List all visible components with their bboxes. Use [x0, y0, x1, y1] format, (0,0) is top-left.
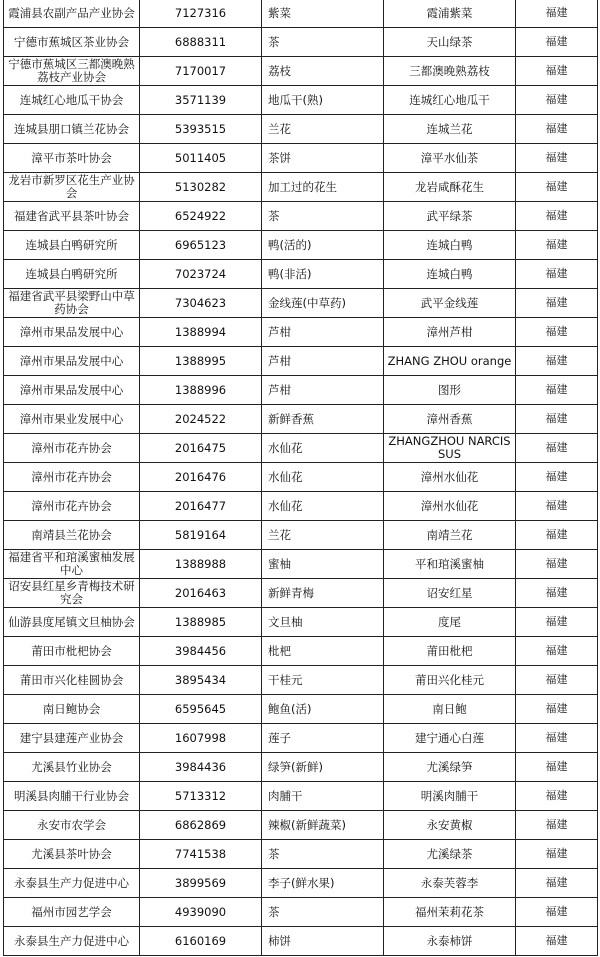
product-cell: 肉脯干 — [262, 782, 384, 811]
province-cell: 福建 — [516, 260, 598, 289]
table-row — [4, 463, 598, 492]
product-cell: 芦柑 — [262, 347, 384, 376]
province-cell: 福建 — [516, 57, 598, 86]
product-cell: 新鲜青梅 — [262, 579, 384, 608]
product-cell: 芦柑 — [262, 376, 384, 405]
product-cell: 新鲜香蕉 — [262, 405, 384, 434]
trademark-cell: 漳平水仙茶 — [384, 144, 516, 173]
trademark-cell: 漳州芦柑 — [384, 318, 516, 347]
applicant-cell: 连城县白鸭研究所 — [4, 260, 140, 289]
product-cell: 加工过的花生 — [262, 173, 384, 202]
trademark-cell: 南靖兰花 — [384, 521, 516, 550]
registration-number-cell: 6524922 — [140, 202, 262, 231]
registration-number-cell: 6862869 — [140, 811, 262, 840]
table-row — [4, 57, 598, 86]
trademark-cell: 漳州香蕉 — [384, 405, 516, 434]
province-cell: 福建 — [516, 28, 598, 57]
registration-number-cell: 7023724 — [140, 260, 262, 289]
province-cell: 福建 — [516, 318, 598, 347]
trademark-cell: 诏安红星 — [384, 579, 516, 608]
applicant-cell: 连城县朋口镇兰花协会 — [4, 115, 140, 144]
registration-number-cell: 5819164 — [140, 521, 262, 550]
applicant-cell: 漳州市果品发展中心 — [4, 347, 140, 376]
registration-number-cell: 4939090 — [140, 898, 262, 927]
table-row — [4, 869, 598, 898]
province-cell: 福建 — [516, 898, 598, 927]
province-cell: 福建 — [516, 463, 598, 492]
applicant-cell: 漳州市花卉协会 — [4, 434, 140, 463]
product-cell: 鸭(活的) — [262, 231, 384, 260]
province-cell: 福建 — [516, 550, 598, 579]
trademark-cell: 漳州水仙花 — [384, 492, 516, 521]
trademark-cell: 霞浦紫菜 — [384, 0, 516, 28]
province-cell: 福建 — [516, 579, 598, 608]
registration-number-cell: 5713312 — [140, 782, 262, 811]
province-cell: 福建 — [516, 86, 598, 115]
applicant-cell: 建宁县建莲产业协会 — [4, 724, 140, 753]
applicant-cell: 永泰县生产力促进中心 — [4, 927, 140, 956]
applicant-cell: 连城县白鸭研究所 — [4, 231, 140, 260]
table-row — [4, 753, 598, 782]
product-cell: 兰花 — [262, 115, 384, 144]
product-cell: 柿饼 — [262, 927, 384, 956]
product-cell: 茶 — [262, 898, 384, 927]
table-row — [4, 666, 598, 695]
product-cell: 绿笋(新鲜) — [262, 753, 384, 782]
registration-number-cell: 7127316 — [140, 0, 262, 28]
trademark-cell: 连城白鸭 — [384, 260, 516, 289]
province-cell: 福建 — [516, 695, 598, 724]
table-row — [4, 637, 598, 666]
product-cell: 水仙花 — [262, 434, 384, 463]
product-cell: 茶 — [262, 840, 384, 869]
trademark-cell: 武平绿茶 — [384, 202, 516, 231]
applicant-cell: 莆田市枇杷协会 — [4, 637, 140, 666]
province-cell: 福建 — [516, 347, 598, 376]
table-row — [4, 811, 598, 840]
trademark-cell: 尤溪绿笋 — [384, 753, 516, 782]
trademark-cell: 连城兰花 — [384, 115, 516, 144]
product-cell: 鸭(非活) — [262, 260, 384, 289]
product-cell: 李子(鲜水果) — [262, 869, 384, 898]
trademark-cell: 平和琯溪蜜柚 — [384, 550, 516, 579]
registration-number-cell: 2016476 — [140, 463, 262, 492]
trademark-cell: 尤溪绿茶 — [384, 840, 516, 869]
province-cell: 福建 — [516, 173, 598, 202]
product-cell: 紫菜 — [262, 0, 384, 28]
trademark-cell: 漳州水仙花 — [384, 463, 516, 492]
registration-number-cell: 6965123 — [140, 231, 262, 260]
table-row — [4, 695, 598, 724]
applicant-cell: 漳州市果业发展中心 — [4, 405, 140, 434]
table-row — [4, 289, 598, 318]
trademark-cell: 莆田兴化桂元 — [384, 666, 516, 695]
product-cell: 茶饼 — [262, 144, 384, 173]
table-row — [4, 144, 598, 173]
province-cell: 福建 — [516, 608, 598, 637]
province-cell: 福建 — [516, 0, 598, 28]
registration-number-cell: 1388996 — [140, 376, 262, 405]
product-cell: 金线莲(中草药) — [262, 289, 384, 318]
registration-number-cell: 3895434 — [140, 666, 262, 695]
trademark-cell: 建宁通心白莲 — [384, 724, 516, 753]
applicant-cell: 连城红心地瓜干协会 — [4, 86, 140, 115]
table-row — [4, 608, 598, 637]
province-cell: 福建 — [516, 202, 598, 231]
applicant-cell: 明溪县肉脯干行业协会 — [4, 782, 140, 811]
applicant-cell: 仙游县度尾镇文旦柚协会 — [4, 608, 140, 637]
product-cell: 蜜柚 — [262, 550, 384, 579]
applicant-cell: 福建省武平县茶叶协会 — [4, 202, 140, 231]
registration-number-cell: 2016477 — [140, 492, 262, 521]
registration-number-cell: 1388988 — [140, 550, 262, 579]
trademark-cell: ZHANGZHOU NARCISSUS — [384, 434, 516, 463]
trademark-cell: 连城红心地瓜干 — [384, 86, 516, 115]
table-row — [4, 405, 598, 434]
province-cell: 福建 — [516, 115, 598, 144]
table-row — [4, 376, 598, 405]
province-cell: 福建 — [516, 231, 598, 260]
province-cell: 福建 — [516, 782, 598, 811]
product-cell: 文旦柚 — [262, 608, 384, 637]
table-body — [4, 0, 598, 956]
applicant-cell: 龙岩市新罗区花生产业协会 — [4, 173, 140, 202]
table-row — [4, 0, 598, 28]
province-cell: 福建 — [516, 405, 598, 434]
product-cell: 水仙花 — [262, 463, 384, 492]
province-cell: 福建 — [516, 144, 598, 173]
applicant-cell: 霞浦县农副产品产业协会 — [4, 0, 140, 28]
registration-number-cell: 2024522 — [140, 405, 262, 434]
registration-number-cell: 2016463 — [140, 579, 262, 608]
table-row — [4, 927, 598, 956]
registration-number-cell: 5393515 — [140, 115, 262, 144]
table-row — [4, 579, 598, 608]
product-cell: 辣椒(新鲜蔬菜) — [262, 811, 384, 840]
product-cell: 莲子 — [262, 724, 384, 753]
trademark-cell: 度尾 — [384, 608, 516, 637]
applicant-cell: 宁德市蕉城区茶业协会 — [4, 28, 140, 57]
trademark-cell: 永安黄椒 — [384, 811, 516, 840]
province-cell: 福建 — [516, 637, 598, 666]
product-cell: 荔枝 — [262, 57, 384, 86]
table-row — [4, 840, 598, 869]
province-cell: 福建 — [516, 753, 598, 782]
applicant-cell: 南靖县兰花协会 — [4, 521, 140, 550]
trademark-cell: 天山绿茶 — [384, 28, 516, 57]
registration-table — [3, 0, 598, 956]
table-row — [4, 782, 598, 811]
product-cell: 地瓜干(熟) — [262, 86, 384, 115]
table-row — [4, 260, 598, 289]
table-row — [4, 434, 598, 463]
registration-number-cell: 3984436 — [140, 753, 262, 782]
registration-number-cell: 5011405 — [140, 144, 262, 173]
province-cell: 福建 — [516, 666, 598, 695]
registration-number-cell: 5130282 — [140, 173, 262, 202]
province-cell: 福建 — [516, 289, 598, 318]
registration-number-cell: 7304623 — [140, 289, 262, 318]
applicant-cell: 漳平市茶叶协会 — [4, 144, 140, 173]
registration-number-cell: 6595645 — [140, 695, 262, 724]
product-cell: 茶 — [262, 202, 384, 231]
trademark-cell: ZHANG ZHOU orange — [384, 347, 516, 376]
applicant-cell: 漳州市花卉协会 — [4, 492, 140, 521]
trademark-cell: 永泰芙蓉李 — [384, 869, 516, 898]
registration-number-cell: 3571139 — [140, 86, 262, 115]
applicant-cell: 永泰县生产力促进中心 — [4, 869, 140, 898]
province-cell: 福建 — [516, 927, 598, 956]
registration-number-cell: 3899569 — [140, 869, 262, 898]
applicant-cell: 漳州市花卉协会 — [4, 463, 140, 492]
product-cell: 芦柑 — [262, 318, 384, 347]
trademark-cell: 图形 — [384, 376, 516, 405]
registration-number-cell: 7170017 — [140, 57, 262, 86]
trademark-cell: 莆田枇杷 — [384, 637, 516, 666]
province-cell: 福建 — [516, 492, 598, 521]
table-row — [4, 347, 598, 376]
trademark-cell: 三都澳晚熟荔枝 — [384, 57, 516, 86]
registration-number-cell: 6888311 — [140, 28, 262, 57]
applicant-cell: 福州市园艺学会 — [4, 898, 140, 927]
product-cell: 茶 — [262, 28, 384, 57]
table-row — [4, 115, 598, 144]
applicant-cell: 南日鲍协会 — [4, 695, 140, 724]
applicant-cell: 尤溪县竹业协会 — [4, 753, 140, 782]
trademark-cell: 明溪肉脯干 — [384, 782, 516, 811]
registration-number-cell: 1388985 — [140, 608, 262, 637]
table-row — [4, 28, 598, 57]
registration-number-cell: 2016475 — [140, 434, 262, 463]
province-cell: 福建 — [516, 376, 598, 405]
registration-number-cell: 1388995 — [140, 347, 262, 376]
applicant-cell: 莆田市兴化桂圆协会 — [4, 666, 140, 695]
registration-number-cell: 7741538 — [140, 840, 262, 869]
table-row — [4, 173, 598, 202]
applicant-cell: 福建省平和琯溪蜜柚发展中心 — [4, 550, 140, 579]
table-row — [4, 231, 598, 260]
province-cell: 福建 — [516, 724, 598, 753]
table-row — [4, 724, 598, 753]
trademark-cell: 南日鲍 — [384, 695, 516, 724]
applicant-cell: 尤溪县茶叶协会 — [4, 840, 140, 869]
registration-number-cell: 1388994 — [140, 318, 262, 347]
table-row — [4, 86, 598, 115]
table-row — [4, 898, 598, 927]
trademark-cell: 福州茉莉花茶 — [384, 898, 516, 927]
table-row — [4, 521, 598, 550]
trademark-cell: 武平金线莲 — [384, 289, 516, 318]
registration-number-cell: 3984456 — [140, 637, 262, 666]
table-row — [4, 492, 598, 521]
province-cell: 福建 — [516, 811, 598, 840]
registration-number-cell: 6160169 — [140, 927, 262, 956]
applicant-cell: 诏安县红星乡青梅技术研究会 — [4, 579, 140, 608]
province-cell: 福建 — [516, 869, 598, 898]
province-cell: 福建 — [516, 840, 598, 869]
province-cell: 福建 — [516, 434, 598, 463]
province-cell: 福建 — [516, 521, 598, 550]
applicant-cell: 漳州市果品发展中心 — [4, 376, 140, 405]
product-cell: 鲍鱼(活) — [262, 695, 384, 724]
applicant-cell: 宁德市蕉城区三都澳晚熟荔枝产业协会 — [4, 57, 140, 86]
registration-number-cell: 1607998 — [140, 724, 262, 753]
trademark-cell: 永泰柿饼 — [384, 927, 516, 956]
trademark-cell: 龙岩咸酥花生 — [384, 173, 516, 202]
table-row — [4, 202, 598, 231]
product-cell: 水仙花 — [262, 492, 384, 521]
table-row — [4, 550, 598, 579]
product-cell: 枇杷 — [262, 637, 384, 666]
applicant-cell: 永安市农学会 — [4, 811, 140, 840]
trademark-cell: 连城白鸭 — [384, 231, 516, 260]
product-cell: 兰花 — [262, 521, 384, 550]
product-cell: 干桂元 — [262, 666, 384, 695]
table-row — [4, 318, 598, 347]
applicant-cell: 福建省武平县梁野山中草药协会 — [4, 289, 140, 318]
applicant-cell: 漳州市果品发展中心 — [4, 318, 140, 347]
